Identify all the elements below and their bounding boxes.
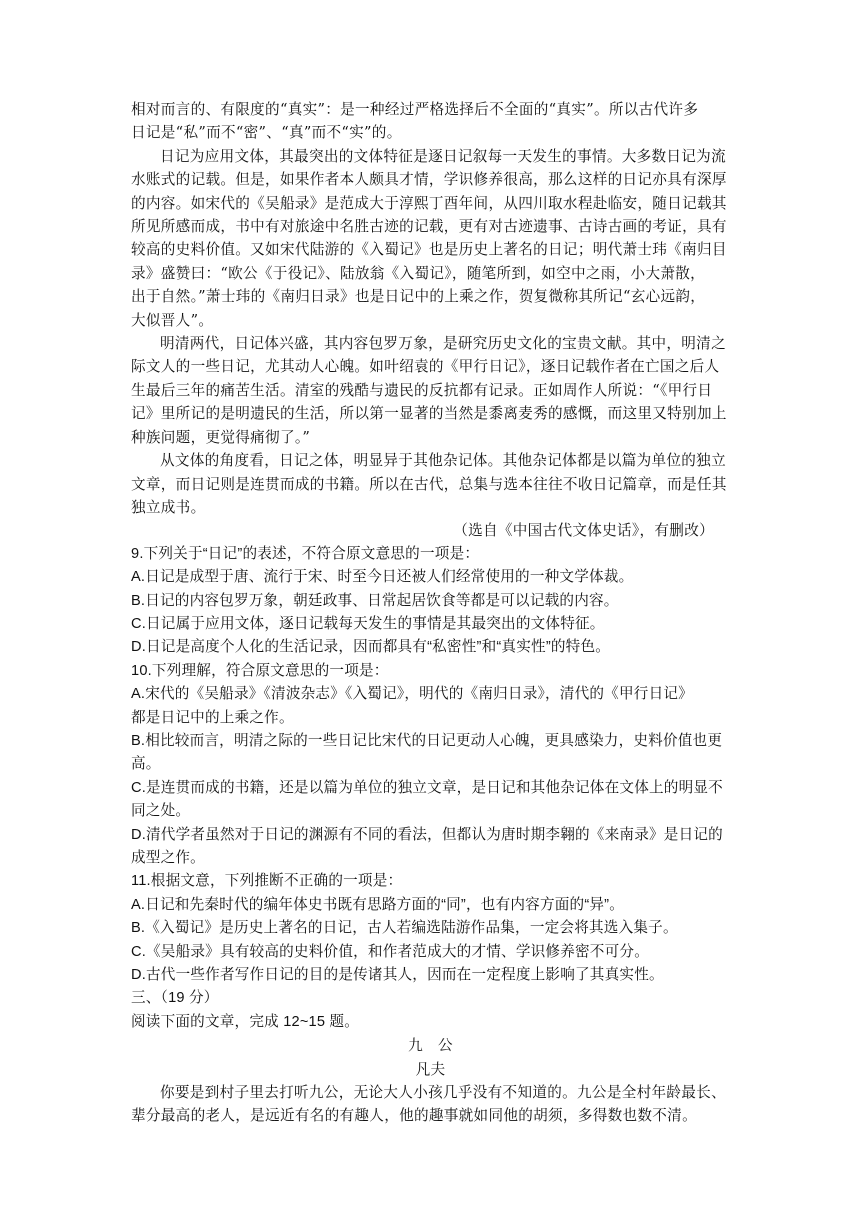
text-line: 日记为应用文体，其最突出的文体特征是逐日记叙每一天发生的事情。大多数日记为流 — [160, 147, 726, 165]
question-stem: 9.下列关于“日记”的表述，不符合原文意思的一项是： — [131, 545, 480, 562]
text-line: 生最后三年的痛苦生活。清室的残酷与遗民的反抗都有记录。正如周作人所说：“《甲行日 — [131, 381, 713, 399]
story-author: 凡夫 — [415, 1060, 446, 1078]
paragraph-style — [131, 449, 730, 519]
option-a: A.宋代的《吴船录》《清波杂志》《入蜀记》，明代的《南归日录》，清代的《甲行日记》 — [131, 686, 693, 703]
option-c: C.是连贯而成的书籍，还是以篇为单位的独立文章，是日记和其他杂记体在文体上的明显不 — [131, 779, 723, 796]
text-line: 日记是“私”而不“密”、“真”而不“实”的。 — [131, 124, 402, 142]
text-line: 从文体的角度看，日记之体，明显异于其他杂记体。其他杂记体都是以篇为单位的独立 — [160, 452, 726, 470]
option-d: D.日记是高度个人化的生活记录，因而都具有“私密性”和“真实性”的特色。 — [131, 639, 611, 656]
text-line: 辈分最高的老人，是远近有名的有趣人，他的趣事就如同他的胡须，多得数也数不清。 — [131, 1107, 697, 1125]
text-line: 较高的史料价值。又如宋代陆游的《入蜀记》也是历史上著名的日记；明代萧士玮《南归目 — [131, 241, 727, 259]
question-stem: 11.根据文意，下列推断不正确的一项是： — [131, 873, 403, 890]
option-c-cont: 同之处。 — [131, 803, 191, 820]
option-b: B.《入蜀记》是历史上著名的日记，古人若编选陆游作品集，一定会将其选入集子。 — [131, 920, 678, 937]
section-instruction: 阅读下面的文章，完成 12~15 题。 — [131, 1013, 360, 1030]
option-b: B.日记的内容包罗万象，朝廷政事、日常起居饮食等都是可以记载的内容。 — [131, 592, 619, 609]
question-11 — [131, 870, 730, 987]
option-a: A.日记和先秦时代的编年体史书既有思路方面的“同”，也有内容方面的“异”。 — [131, 896, 625, 913]
text-line: 相对而言的、有限度的“真实”：是一种经过严格选择后不全面的“真实”。所以古代许多 — [131, 101, 699, 118]
option-d: D.古代一些作者写作日记的目的是传诸其人，因而在一定程度上影响了其真实性。 — [131, 967, 664, 984]
text-line: 大似晋人”。 — [131, 311, 214, 329]
option-a-cont: 都是日记中的上乘之作。 — [131, 709, 294, 726]
option-d: D.清代学者虽然对于日记的渊源有不同的看法，但都认为唐时期李翱的《来南录》是日记的 — [131, 826, 723, 843]
text-line: 文章，而日记则是连贯而成的书籍。所以在古代，总集与选本往往不收日记篇章，而是任其 — [131, 475, 727, 493]
question-10 — [131, 660, 730, 871]
option-b-cont: 高。 — [131, 756, 161, 773]
text-line: 你要是到村子里去打听九公，无论大人小孩几乎没有不知道的。九公是全村年龄最长、 — [160, 1084, 726, 1102]
passage-end — [131, 98, 730, 145]
option-c: C.《吴船录》具有较高的史料价值，和作者范成大的才情、学识修养密不可分。 — [131, 943, 649, 960]
section-three — [131, 987, 730, 1127]
text-line: 明清两代，日记体兴盛，其内容包罗万象，是研究历史文化的宝贵文献。其中，明清之 — [160, 335, 726, 353]
text-line: 录》盛赞曰：“欧公《于役记》、陆放翁《入蜀记》，随笔所到，如空中之雨，小大萧散， — [131, 264, 706, 282]
text-line: 记》里所记的是明遗民的生活，所以第一显著的当然是黍离麦秀的感慨，而这里又特别加上 — [131, 405, 727, 423]
question-stem: 10.下列理解，符合原文意思的一项是： — [131, 662, 389, 679]
question-9 — [131, 543, 730, 660]
text-line: 出于自然。”萧士玮的《南归日录》也是日记中的上乘之作，贺复微称其所记“玄心远韵， — [131, 288, 706, 306]
story-title: 九 公 — [408, 1037, 453, 1055]
text-line: 的内容。如宋代的《吴船录》是范成大于淳熙丁酉年间，从四川取水程赴临安，随日记载其 — [131, 194, 727, 212]
paragraph-ming-qing — [131, 332, 730, 449]
option-d-cont: 成型之作。 — [131, 850, 205, 866]
text-line: 际文人的一些日记，尤其动人心魄。如叶绍袁的《甲行日记》，逐日记载作者在亡国之后人 — [131, 358, 720, 376]
option-a: A.日记是成型于唐、流行于宋、时至今日还被人们经常使用的一种文学体裁。 — [131, 569, 634, 586]
section-heading: 三、（19 分） — [131, 990, 219, 1007]
text-line: 种族问题，更觉得痛彻了。” — [131, 428, 311, 446]
text-line: 水账式的记载。但是，如果作者本人颇具才情，学识修养很高，那么这样的日记亦具有深厚 — [131, 171, 727, 189]
paragraph-diary-type — [131, 145, 730, 332]
option-c: C.日记属于应用文体，逐日记载每天发生的事情是其最突出的文体特征。 — [131, 615, 605, 632]
option-b: B.相比较而言，明清之际的一些日记比宋代的日记更动人心魄，更具感染力，史料价值也更 — [131, 732, 723, 749]
text-line: 所见所感而成，书中有对旅途中名胜古迹的记载，更有对古迹遗事、古诗古画的考证，具有 — [131, 218, 727, 236]
source-citation: （选自《中国古代文体史话》，有删改） — [453, 522, 714, 540]
text-line: 独立成书。 — [131, 498, 206, 516]
